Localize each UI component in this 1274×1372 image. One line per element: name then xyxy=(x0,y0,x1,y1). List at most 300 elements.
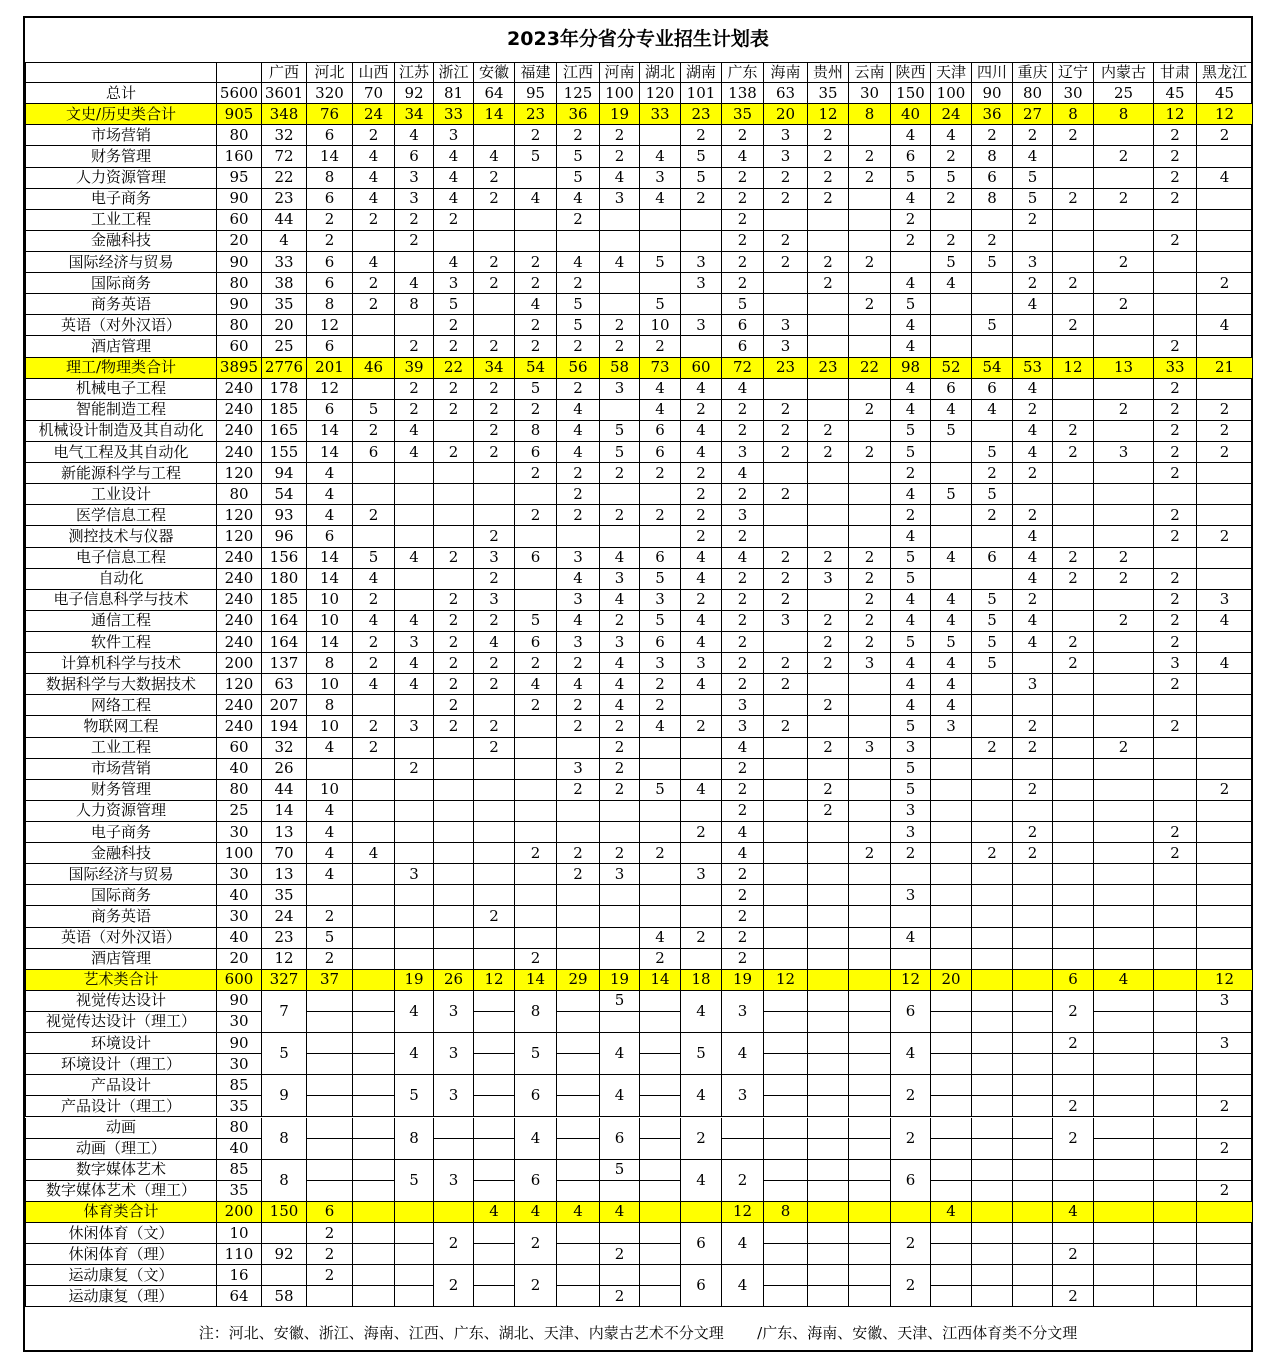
quota-cell: 5 xyxy=(1013,189,1053,210)
quota-cell: 33 xyxy=(1154,358,1197,379)
quota-cell: 4 xyxy=(600,252,640,273)
quota-cell: 3 xyxy=(1154,653,1197,674)
quota-cell xyxy=(1094,1286,1154,1307)
quota-cell: 4 xyxy=(600,548,640,569)
quota-cell xyxy=(434,1202,474,1223)
quota-cell: 5 xyxy=(353,548,395,569)
quota-cell: 4 xyxy=(395,653,434,674)
quota-cell: 5 xyxy=(557,146,600,167)
quota-cell: 201 xyxy=(307,358,353,379)
merged-cell: 6 xyxy=(891,1160,931,1202)
quota-cell: 2 xyxy=(849,252,891,273)
quota-cell xyxy=(1053,505,1094,526)
major-name: 酒店管理 xyxy=(25,949,217,970)
quota-cell: 2 xyxy=(972,231,1013,252)
quota-cell xyxy=(764,1054,808,1075)
quota-cell: 14 xyxy=(640,970,681,991)
quota-cell: 4 xyxy=(557,421,600,442)
quota-cell: 3 xyxy=(557,632,600,653)
row-total: 80 xyxy=(217,1118,262,1139)
quota-cell xyxy=(1053,1265,1094,1286)
major-name: 环境设计 xyxy=(25,1033,217,1054)
quota-cell xyxy=(1154,1118,1197,1139)
quota-cell: 5 xyxy=(891,632,931,653)
quota-cell xyxy=(1197,801,1253,822)
quota-cell: 2 xyxy=(1154,168,1197,189)
major-name: 电子商务 xyxy=(25,822,217,843)
quota-cell: 194 xyxy=(262,716,307,737)
quota-cell: 4 xyxy=(891,484,931,505)
quota-cell: 2 xyxy=(395,336,434,357)
quota-cell xyxy=(474,1181,515,1202)
quota-cell: 5 xyxy=(972,484,1013,505)
quota-cell: 2 xyxy=(1013,590,1053,611)
quota-cell: 8 xyxy=(307,294,353,315)
quota-cell xyxy=(764,864,808,885)
quota-cell: 4 xyxy=(434,146,474,167)
quota-cell: 4 xyxy=(891,674,931,695)
quota-cell: 3 xyxy=(1013,674,1053,695)
quota-cell: 2 xyxy=(972,843,1013,864)
row-total: 90 xyxy=(217,252,262,273)
quota-cell xyxy=(1053,738,1094,759)
quota-cell xyxy=(808,294,849,315)
quota-cell xyxy=(557,1096,600,1117)
quota-cell xyxy=(557,1033,600,1054)
header-province: 内蒙古 xyxy=(1094,62,1154,83)
major-name: 医学信息工程 xyxy=(25,505,217,526)
quota-cell: 2 xyxy=(600,738,640,759)
quota-cell: 4 xyxy=(931,125,972,146)
quota-cell: 25 xyxy=(262,336,307,357)
header-province: 广东 xyxy=(722,62,764,83)
quota-cell: 6 xyxy=(353,442,395,463)
quota-cell xyxy=(1094,526,1154,547)
quota-cell: 2 xyxy=(808,611,849,632)
quota-cell: 22 xyxy=(434,358,474,379)
quota-cell: 3 xyxy=(891,801,931,822)
quota-cell: 2 xyxy=(1197,1096,1253,1117)
quota-cell xyxy=(353,526,395,547)
quota-cell: 100 xyxy=(600,83,640,104)
quota-cell xyxy=(1013,1096,1053,1117)
quota-cell: 2 xyxy=(353,294,395,315)
quota-cell: 2 xyxy=(353,421,395,442)
quota-cell: 5 xyxy=(681,168,722,189)
quota-cell: 4 xyxy=(1197,168,1253,189)
row-total: 240 xyxy=(217,695,262,716)
quota-cell: 4 xyxy=(353,611,395,632)
quota-cell xyxy=(600,822,640,843)
quota-cell: 4 xyxy=(891,189,931,210)
row-total: 905 xyxy=(217,104,262,125)
quota-cell xyxy=(1013,336,1053,357)
quota-cell: 2 xyxy=(1154,400,1197,421)
quota-cell: 3 xyxy=(395,632,434,653)
quota-cell xyxy=(1053,822,1094,843)
quota-cell: 2 xyxy=(353,505,395,526)
quota-cell: 2 xyxy=(722,231,764,252)
quota-cell xyxy=(1197,1244,1253,1265)
quota-cell: 58 xyxy=(262,1286,307,1307)
quota-cell: 2 xyxy=(1013,210,1053,231)
quota-cell xyxy=(931,906,972,927)
quota-cell xyxy=(931,822,972,843)
quota-cell xyxy=(1154,906,1197,927)
quota-cell: 2 xyxy=(1154,843,1197,864)
quota-cell: 5 xyxy=(972,611,1013,632)
quota-cell: 2 xyxy=(434,442,474,463)
quota-cell: 2 xyxy=(808,273,849,294)
row-total: 120 xyxy=(217,505,262,526)
quota-cell: 35 xyxy=(262,294,307,315)
quota-cell xyxy=(515,484,557,505)
quota-cell: 5 xyxy=(972,442,1013,463)
quota-cell xyxy=(1053,674,1094,695)
quota-cell xyxy=(764,928,808,949)
quota-cell: 4 xyxy=(931,611,972,632)
quota-cell: 90 xyxy=(972,83,1013,104)
quota-cell xyxy=(681,738,722,759)
quota-cell: 3 xyxy=(764,611,808,632)
major-name: 产品设计（理工） xyxy=(25,1096,217,1117)
header-blank xyxy=(25,62,217,83)
quota-cell: 2 xyxy=(808,653,849,674)
quota-cell xyxy=(434,843,474,864)
quota-cell: 2 xyxy=(434,716,474,737)
quota-cell: 10 xyxy=(307,716,353,737)
quota-cell: 3 xyxy=(640,168,681,189)
row-total: 90 xyxy=(217,991,262,1012)
quota-cell xyxy=(1094,1181,1154,1202)
quota-cell: 2 xyxy=(353,273,395,294)
quota-cell xyxy=(1154,970,1197,991)
quota-cell: 63 xyxy=(262,674,307,695)
merged-cell: 8 xyxy=(395,1118,434,1160)
quota-cell xyxy=(972,864,1013,885)
quota-cell: 2 xyxy=(722,885,764,906)
quota-cell xyxy=(1053,1075,1094,1096)
quota-cell xyxy=(1013,1223,1053,1244)
quota-cell xyxy=(1094,421,1154,442)
quota-cell: 6 xyxy=(891,146,931,167)
quota-cell: 4 xyxy=(1013,526,1053,547)
quota-cell xyxy=(931,526,972,547)
quota-cell: 2 xyxy=(972,738,1013,759)
quota-cell xyxy=(600,885,640,906)
quota-cell: 12 xyxy=(764,970,808,991)
quota-cell xyxy=(640,759,681,780)
quota-cell: 8 xyxy=(764,1202,808,1223)
quota-cell xyxy=(764,526,808,547)
row-total: 30 xyxy=(217,822,262,843)
quota-cell: 2 xyxy=(353,653,395,674)
quota-cell xyxy=(262,1265,307,1286)
quota-cell xyxy=(808,1096,849,1117)
quota-cell xyxy=(849,1054,891,1075)
quota-cell xyxy=(557,906,600,927)
quota-cell: 23 xyxy=(764,358,808,379)
quota-cell xyxy=(307,1054,353,1075)
quota-cell: 5 xyxy=(557,294,600,315)
quota-cell: 2 xyxy=(1013,716,1053,737)
quota-cell xyxy=(1053,611,1094,632)
quota-cell: 2 xyxy=(764,252,808,273)
quota-cell: 2 xyxy=(1197,1139,1253,1160)
quota-cell xyxy=(1013,928,1053,949)
quota-cell: 5 xyxy=(1013,168,1053,189)
row-total: 240 xyxy=(217,548,262,569)
quota-cell xyxy=(395,738,434,759)
quota-cell xyxy=(353,463,395,484)
quota-cell xyxy=(849,801,891,822)
quota-cell: 14 xyxy=(307,146,353,167)
quota-cell xyxy=(931,1054,972,1075)
quota-cell xyxy=(1197,1265,1253,1286)
quota-cell: 4 xyxy=(600,168,640,189)
quota-cell xyxy=(395,928,434,949)
quota-cell: 22 xyxy=(849,358,891,379)
major-name: 总计 xyxy=(25,83,217,104)
quota-cell: 3 xyxy=(1197,590,1253,611)
quota-cell: 4 xyxy=(557,252,600,273)
quota-cell xyxy=(1197,716,1253,737)
quota-cell xyxy=(557,1139,600,1160)
quota-cell xyxy=(808,1244,849,1265)
major-name: 数字媒体艺术 xyxy=(25,1160,217,1181)
quota-cell xyxy=(307,1181,353,1202)
quota-cell: 2 xyxy=(640,949,681,970)
quota-cell xyxy=(849,336,891,357)
major-name: 运动康复（理） xyxy=(25,1286,217,1307)
quota-cell: 2 xyxy=(474,716,515,737)
quota-cell: 2 xyxy=(891,505,931,526)
quota-cell: 4 xyxy=(722,146,764,167)
quota-cell xyxy=(1094,632,1154,653)
quota-cell xyxy=(1154,1286,1197,1307)
quota-cell: 23 xyxy=(808,358,849,379)
quota-cell xyxy=(1094,822,1154,843)
quota-cell xyxy=(764,1286,808,1307)
quota-cell xyxy=(1094,780,1154,801)
quota-cell: 20 xyxy=(764,104,808,125)
quota-cell xyxy=(640,210,681,231)
quota-cell xyxy=(972,885,1013,906)
quota-cell: 2 xyxy=(353,210,395,231)
quota-cell xyxy=(764,885,808,906)
quota-cell: 2 xyxy=(808,252,849,273)
quota-cell: 29 xyxy=(557,970,600,991)
quota-cell: 4 xyxy=(395,421,434,442)
quota-cell xyxy=(600,400,640,421)
quota-cell: 2 xyxy=(1053,548,1094,569)
quota-cell: 12 xyxy=(1154,104,1197,125)
quota-cell xyxy=(474,1160,515,1181)
quota-cell xyxy=(764,1265,808,1286)
quota-cell xyxy=(1094,210,1154,231)
quota-cell: 10 xyxy=(640,315,681,336)
quota-cell xyxy=(474,801,515,822)
quota-cell xyxy=(307,991,353,1012)
quota-cell xyxy=(1094,336,1154,357)
quota-cell: 2 xyxy=(1197,526,1253,547)
quota-cell xyxy=(1094,1118,1154,1139)
merged-cell: 4 xyxy=(681,1160,722,1202)
quota-cell: 6 xyxy=(395,146,434,167)
quota-cell: 2 xyxy=(722,674,764,695)
quota-cell xyxy=(1013,1033,1053,1054)
row-total: 240 xyxy=(217,569,262,590)
quota-cell xyxy=(474,1286,515,1307)
quota-cell xyxy=(1094,885,1154,906)
quota-cell: 5 xyxy=(931,252,972,273)
quota-cell xyxy=(395,906,434,927)
quota-cell: 2 xyxy=(722,252,764,273)
quota-cell: 2 xyxy=(1053,653,1094,674)
quota-cell: 4 xyxy=(515,1202,557,1223)
quota-cell: 150 xyxy=(891,83,931,104)
quota-cell xyxy=(1094,1075,1154,1096)
quota-cell: 4 xyxy=(931,695,972,716)
quota-cell xyxy=(353,315,395,336)
quota-cell xyxy=(764,1181,808,1202)
quota-cell xyxy=(681,1202,722,1223)
quota-cell: 2 xyxy=(849,632,891,653)
quota-cell: 80 xyxy=(1013,83,1053,104)
quota-cell: 2 xyxy=(600,843,640,864)
quota-cell: 4 xyxy=(681,442,722,463)
quota-cell xyxy=(353,928,395,949)
quota-cell: 2 xyxy=(849,168,891,189)
row-total: 160 xyxy=(217,146,262,167)
quota-cell: 2 xyxy=(434,400,474,421)
quota-cell: 2 xyxy=(972,125,1013,146)
quota-cell: 6 xyxy=(640,632,681,653)
quota-cell xyxy=(849,928,891,949)
quota-cell xyxy=(600,294,640,315)
quota-cell xyxy=(764,632,808,653)
quota-cell: 2 xyxy=(1013,822,1053,843)
quota-cell xyxy=(931,1223,972,1244)
quota-cell xyxy=(1094,1033,1154,1054)
major-name: 工业工程 xyxy=(25,738,217,759)
quota-cell: 94 xyxy=(262,463,307,484)
quota-cell: 37 xyxy=(307,970,353,991)
quota-cell xyxy=(434,1118,474,1139)
quota-cell xyxy=(1197,231,1253,252)
quota-cell xyxy=(474,210,515,231)
quota-cell xyxy=(1013,1075,1053,1096)
quota-cell xyxy=(395,1223,434,1244)
quota-cell xyxy=(849,1202,891,1223)
quota-cell xyxy=(972,1160,1013,1181)
major-name: 工业设计 xyxy=(25,484,217,505)
quota-cell xyxy=(1053,695,1094,716)
merged-cell: 2 xyxy=(722,1160,764,1202)
major-name: 机械电子工程 xyxy=(25,379,217,400)
quota-cell xyxy=(395,949,434,970)
quota-cell xyxy=(849,695,891,716)
quota-cell xyxy=(849,1244,891,1265)
quota-cell: 5 xyxy=(931,421,972,442)
quota-cell: 2 xyxy=(849,548,891,569)
quota-cell xyxy=(395,526,434,547)
quota-cell: 4 xyxy=(891,611,931,632)
quota-cell: 2 xyxy=(515,949,557,970)
quota-cell: 32 xyxy=(262,125,307,146)
quota-cell xyxy=(1053,294,1094,315)
quota-cell: 2 xyxy=(1053,442,1094,463)
quota-cell xyxy=(931,1118,972,1139)
quota-cell: 4 xyxy=(557,189,600,210)
quota-cell xyxy=(1053,400,1094,421)
quota-cell xyxy=(557,928,600,949)
quota-cell xyxy=(474,780,515,801)
quota-cell: 2 xyxy=(722,421,764,442)
quota-cell xyxy=(434,949,474,970)
quota-cell xyxy=(600,231,640,252)
merged-cell: 6 xyxy=(600,1118,640,1160)
quota-cell xyxy=(1197,484,1253,505)
quota-cell xyxy=(1094,379,1154,400)
quota-cell: 3 xyxy=(891,738,931,759)
quota-cell xyxy=(1053,590,1094,611)
quota-cell: 2 xyxy=(722,400,764,421)
quota-cell: 21 xyxy=(1197,358,1253,379)
quota-cell xyxy=(891,906,931,927)
merged-cell: 6 xyxy=(681,1223,722,1265)
quota-cell: 5 xyxy=(972,653,1013,674)
quota-cell xyxy=(808,843,849,864)
quota-cell xyxy=(474,759,515,780)
quota-cell xyxy=(557,1012,600,1033)
quota-cell: 4 xyxy=(353,252,395,273)
quota-cell xyxy=(849,970,891,991)
quota-cell xyxy=(1013,864,1053,885)
quota-cell xyxy=(557,1265,600,1286)
quota-cell xyxy=(808,1265,849,1286)
quota-cell xyxy=(557,1160,600,1181)
quota-cell: 2 xyxy=(1094,146,1154,167)
quota-cell: 2 xyxy=(764,231,808,252)
quota-cell xyxy=(640,1118,681,1139)
header-province: 福建 xyxy=(515,62,557,83)
quota-cell xyxy=(1197,379,1253,400)
quota-cell: 2 xyxy=(722,210,764,231)
quota-cell: 5 xyxy=(353,400,395,421)
quota-cell: 4 xyxy=(434,252,474,273)
quota-cell xyxy=(1053,928,1094,949)
quota-cell: 93 xyxy=(262,505,307,526)
quota-cell: 12 xyxy=(891,970,931,991)
merged-cell: 4 xyxy=(722,1033,764,1075)
quota-cell: 6 xyxy=(931,379,972,400)
quota-cell xyxy=(972,1054,1013,1075)
quota-cell: 2 xyxy=(515,315,557,336)
quota-cell xyxy=(972,949,1013,970)
quota-cell: 54 xyxy=(972,358,1013,379)
quota-cell: 3 xyxy=(395,864,434,885)
quota-cell xyxy=(353,484,395,505)
quota-cell: 3 xyxy=(557,759,600,780)
quota-cell xyxy=(931,315,972,336)
quota-cell: 26 xyxy=(434,970,474,991)
quota-cell xyxy=(764,949,808,970)
quota-cell: 2 xyxy=(808,801,849,822)
quota-cell xyxy=(353,1054,395,1075)
quota-cell: 3 xyxy=(931,716,972,737)
quota-cell xyxy=(931,843,972,864)
